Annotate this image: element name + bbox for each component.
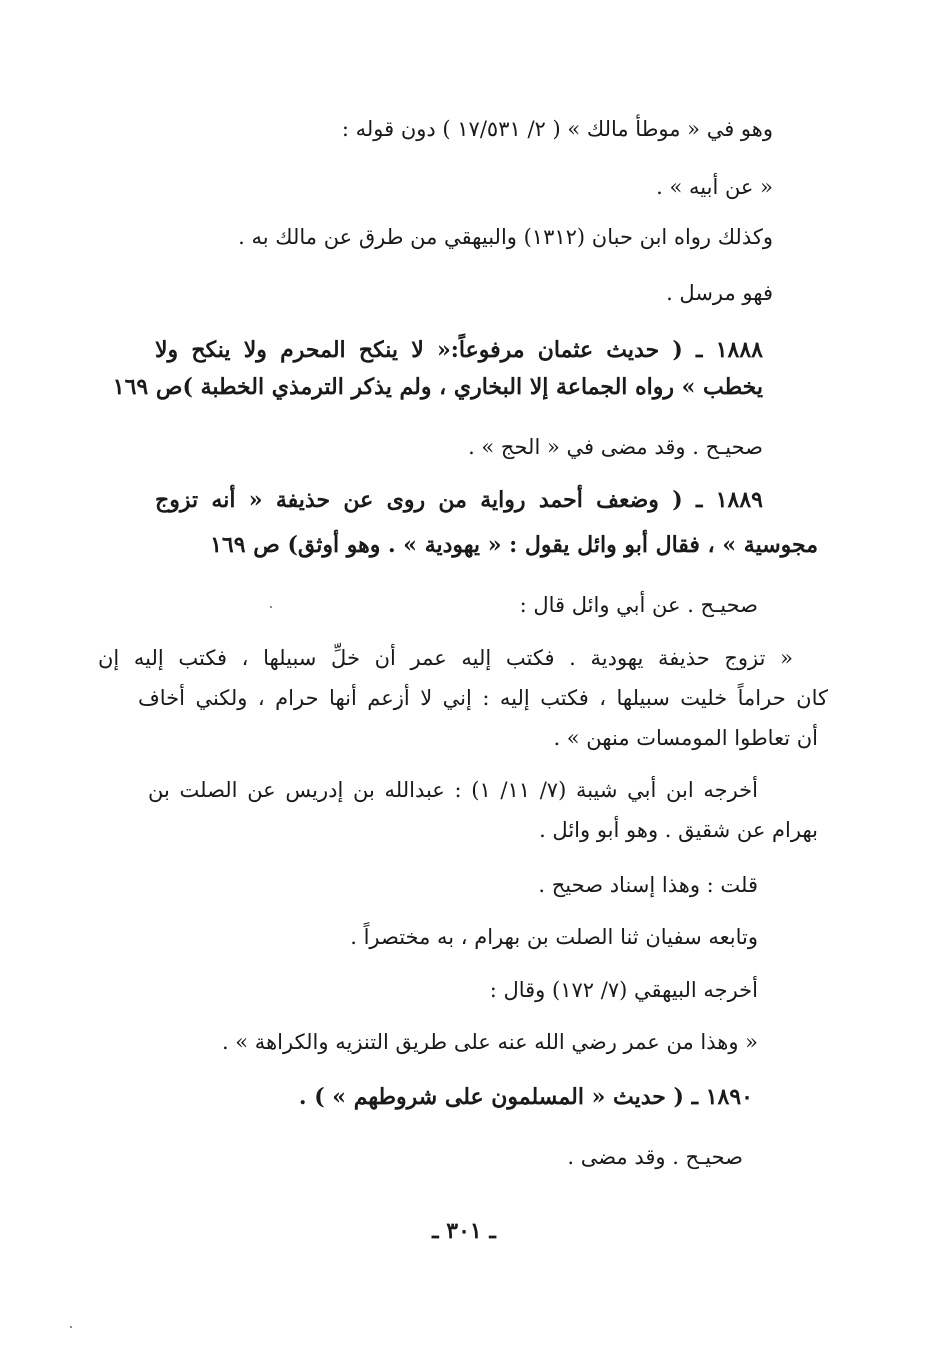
scan-speck xyxy=(70,1326,72,1328)
text-line-4: فهو مرسل . xyxy=(666,281,773,305)
text-line-1: وهو في « موطأ مالك » ( ٢/ ١٧/٥٣١ ) دون قوله : xyxy=(341,117,773,141)
hadith-1889-line-2: مجوسية » ، فقال أبو وائل يقول : « يهودية » . وهو أوثق) ص ١٦٩ xyxy=(210,532,818,558)
hadith-1889-line-1: ١٨٨٩ ـ ( وضعف أحمد رواية من روى عن حذيفة « أنه تزوج xyxy=(155,487,763,513)
quote-line-1: « تزوج حذيفة يهودية . فكتب إليه عمر أن خلِّ سبيلها ، فكتب إليه إن xyxy=(98,646,793,670)
text-line-3: وكذلك رواه ابن حبان (١٣١٢) والبيهقي من طرق عن مالك به . xyxy=(238,225,773,249)
hadith-1890: ١٨٩٠ ـ ( حديث « المسلمون على شروطهم » ) . xyxy=(298,1084,753,1110)
hadith-1888-line-2: يخطب » رواه الجماعة إلا البخاري ، ولم يذكر الترمذي الخطبة )ص ١٦٩ xyxy=(112,374,763,400)
text-line-2: « عن أبيه » . xyxy=(656,175,773,199)
text-line-18: أخرجه البيهقي (٧/ ١٧٢) وقال : xyxy=(489,978,758,1002)
hadith-1888-line-1: ١٨٨٨ ـ ( حديث عثمان مرفوعاً:« لا ينكح المحرم ولا ينكح ولا xyxy=(155,337,763,363)
grading-1888: صحيـح . وقد مضى في « الحج » . xyxy=(468,435,763,459)
text-line-17: وتابعه سفيان ثنا الصلت بن بهرام ، به مختصراً . xyxy=(350,925,758,949)
quote-line-3: أن تعاطوا المومسات منهن » . xyxy=(553,726,818,750)
text-line-19: « وهذا من عمر رضي الله عنه على طريق التنزيه والكراهة » . xyxy=(221,1030,758,1054)
scan-speck xyxy=(270,606,272,608)
takhrij-line-2: بهرام عن شقيق . وهو أبو وائل . xyxy=(539,818,818,842)
page-number: ـ ٣٠١ ـ xyxy=(432,1218,496,1244)
grading-1889: صحيـح . عن أبي وائل قال : xyxy=(519,593,758,617)
text-line-16: قلت : وهذا إسناد صحيح . xyxy=(538,873,758,897)
quote-line-2: كان حراماً خليت سبيلها ، فكتب إليه : إني لا أزعم أنها حرام ، ولكني أخاف xyxy=(138,686,828,710)
grading-1890: صحيـح . وقد مضى . xyxy=(567,1145,743,1169)
takhrij-line-1: أخرجه ابن أبي شيبة (٧/ ١١/ ١) : عبدالله بن إدريس عن الصلت بن xyxy=(148,778,758,802)
